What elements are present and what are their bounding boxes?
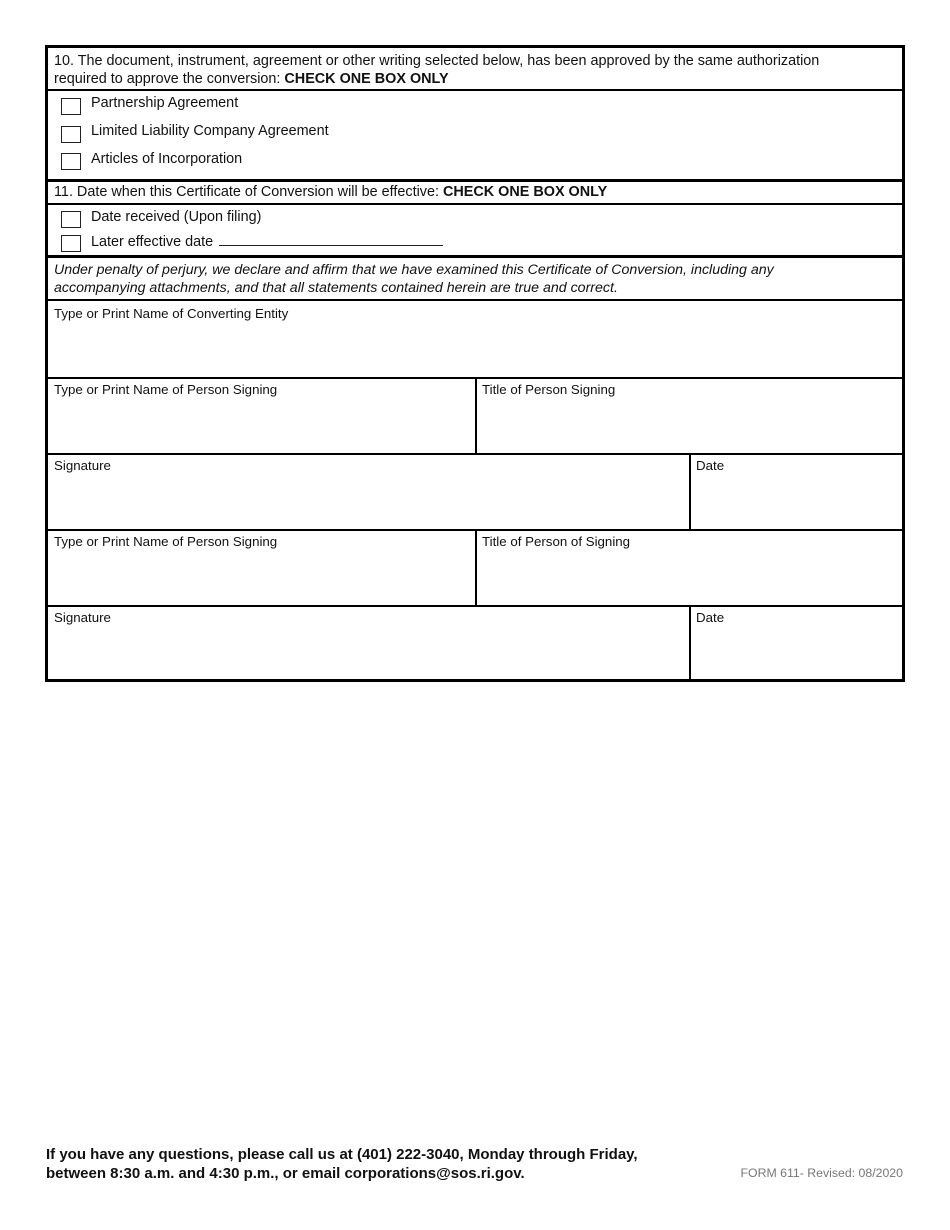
divider — [48, 203, 902, 205]
entity-name-field[interactable] — [48, 301, 902, 377]
llc-agreement-checkbox[interactable] — [61, 126, 81, 143]
llc-agreement-label: Limited Liability Company Agreement — [91, 123, 329, 139]
section-10-line1: 10. The document, instrument, agreement or other writing selected below, has been approved by the same authorization — [54, 53, 820, 69]
date-received-label: Date received (Upon filing) — [91, 209, 262, 225]
section-11-text: 11. Date when this Certificate of Conversion will be effective: — [54, 184, 444, 200]
date1-field[interactable] — [691, 455, 902, 529]
section-10-emphasis: CHECK ONE BOX ONLY — [284, 71, 449, 87]
date1-label: Date — [696, 458, 725, 473]
signer1-title-label: Title of Person Signing — [482, 382, 616, 397]
divider — [48, 255, 902, 258]
signer2-title-field[interactable] — [477, 531, 902, 605]
partnership-agreement-label: Partnership Agreement — [91, 95, 239, 111]
signature2-field[interactable] — [48, 607, 689, 679]
date2-field[interactable] — [691, 607, 902, 679]
signature2-label: Signature — [54, 610, 111, 625]
articles-of-incorporation-checkbox[interactable] — [61, 153, 81, 170]
divider — [48, 179, 902, 182]
later-effective-date-input[interactable] — [219, 232, 443, 246]
date-received-checkbox[interactable] — [61, 211, 81, 228]
later-effective-date-row — [91, 232, 443, 251]
declaration-line1: Under penalty of perjury, we declare and affirm that we have examined this Certificate of Conversion, including any — [54, 262, 774, 278]
certificate-form — [45, 45, 905, 682]
declaration-line2: accompanying attachments, and that all statements contained herein are true and correct. — [54, 280, 618, 296]
section-10-question — [54, 52, 819, 88]
signer2-name-label: Type or Print Name of Person Signing — [54, 534, 278, 549]
section-11-question — [54, 183, 607, 201]
signer1-title-field[interactable] — [477, 379, 902, 453]
divider — [48, 89, 902, 91]
contact-line1: If you have any questions, please call us at (401) 222-3040, Monday through Friday, — [46, 1146, 638, 1163]
entity-name-label: Type or Print Name of Converting Entity — [54, 306, 289, 321]
contact-line2: between 8:30 a.m. and 4:30 p.m., or email corporations@sos.ri.gov. — [46, 1165, 525, 1182]
declaration-text — [54, 261, 774, 297]
later-effective-date-label: Later effective date — [91, 234, 214, 250]
articles-of-incorporation-label: Articles of Incorporation — [91, 151, 243, 167]
section-10-line2: required to approve the conversion: — [54, 71, 285, 87]
signer2-title-label: Title of Person of Signing — [482, 534, 631, 549]
section-11-emphasis: CHECK ONE BOX ONLY — [443, 184, 608, 200]
partnership-agreement-checkbox[interactable] — [61, 98, 81, 115]
contact-info — [46, 1145, 638, 1183]
later-effective-date-checkbox[interactable] — [61, 235, 81, 252]
form-id: FORM 611- Revised: 08/2020 — [740, 1166, 903, 1180]
signer2-name-field[interactable] — [48, 531, 475, 605]
signer1-name-label: Type or Print Name of Person Signing — [54, 382, 278, 397]
signature1-field[interactable] — [48, 455, 689, 529]
date2-label: Date — [696, 610, 725, 625]
signature1-label: Signature — [54, 458, 111, 473]
signer1-name-field[interactable] — [48, 379, 475, 453]
